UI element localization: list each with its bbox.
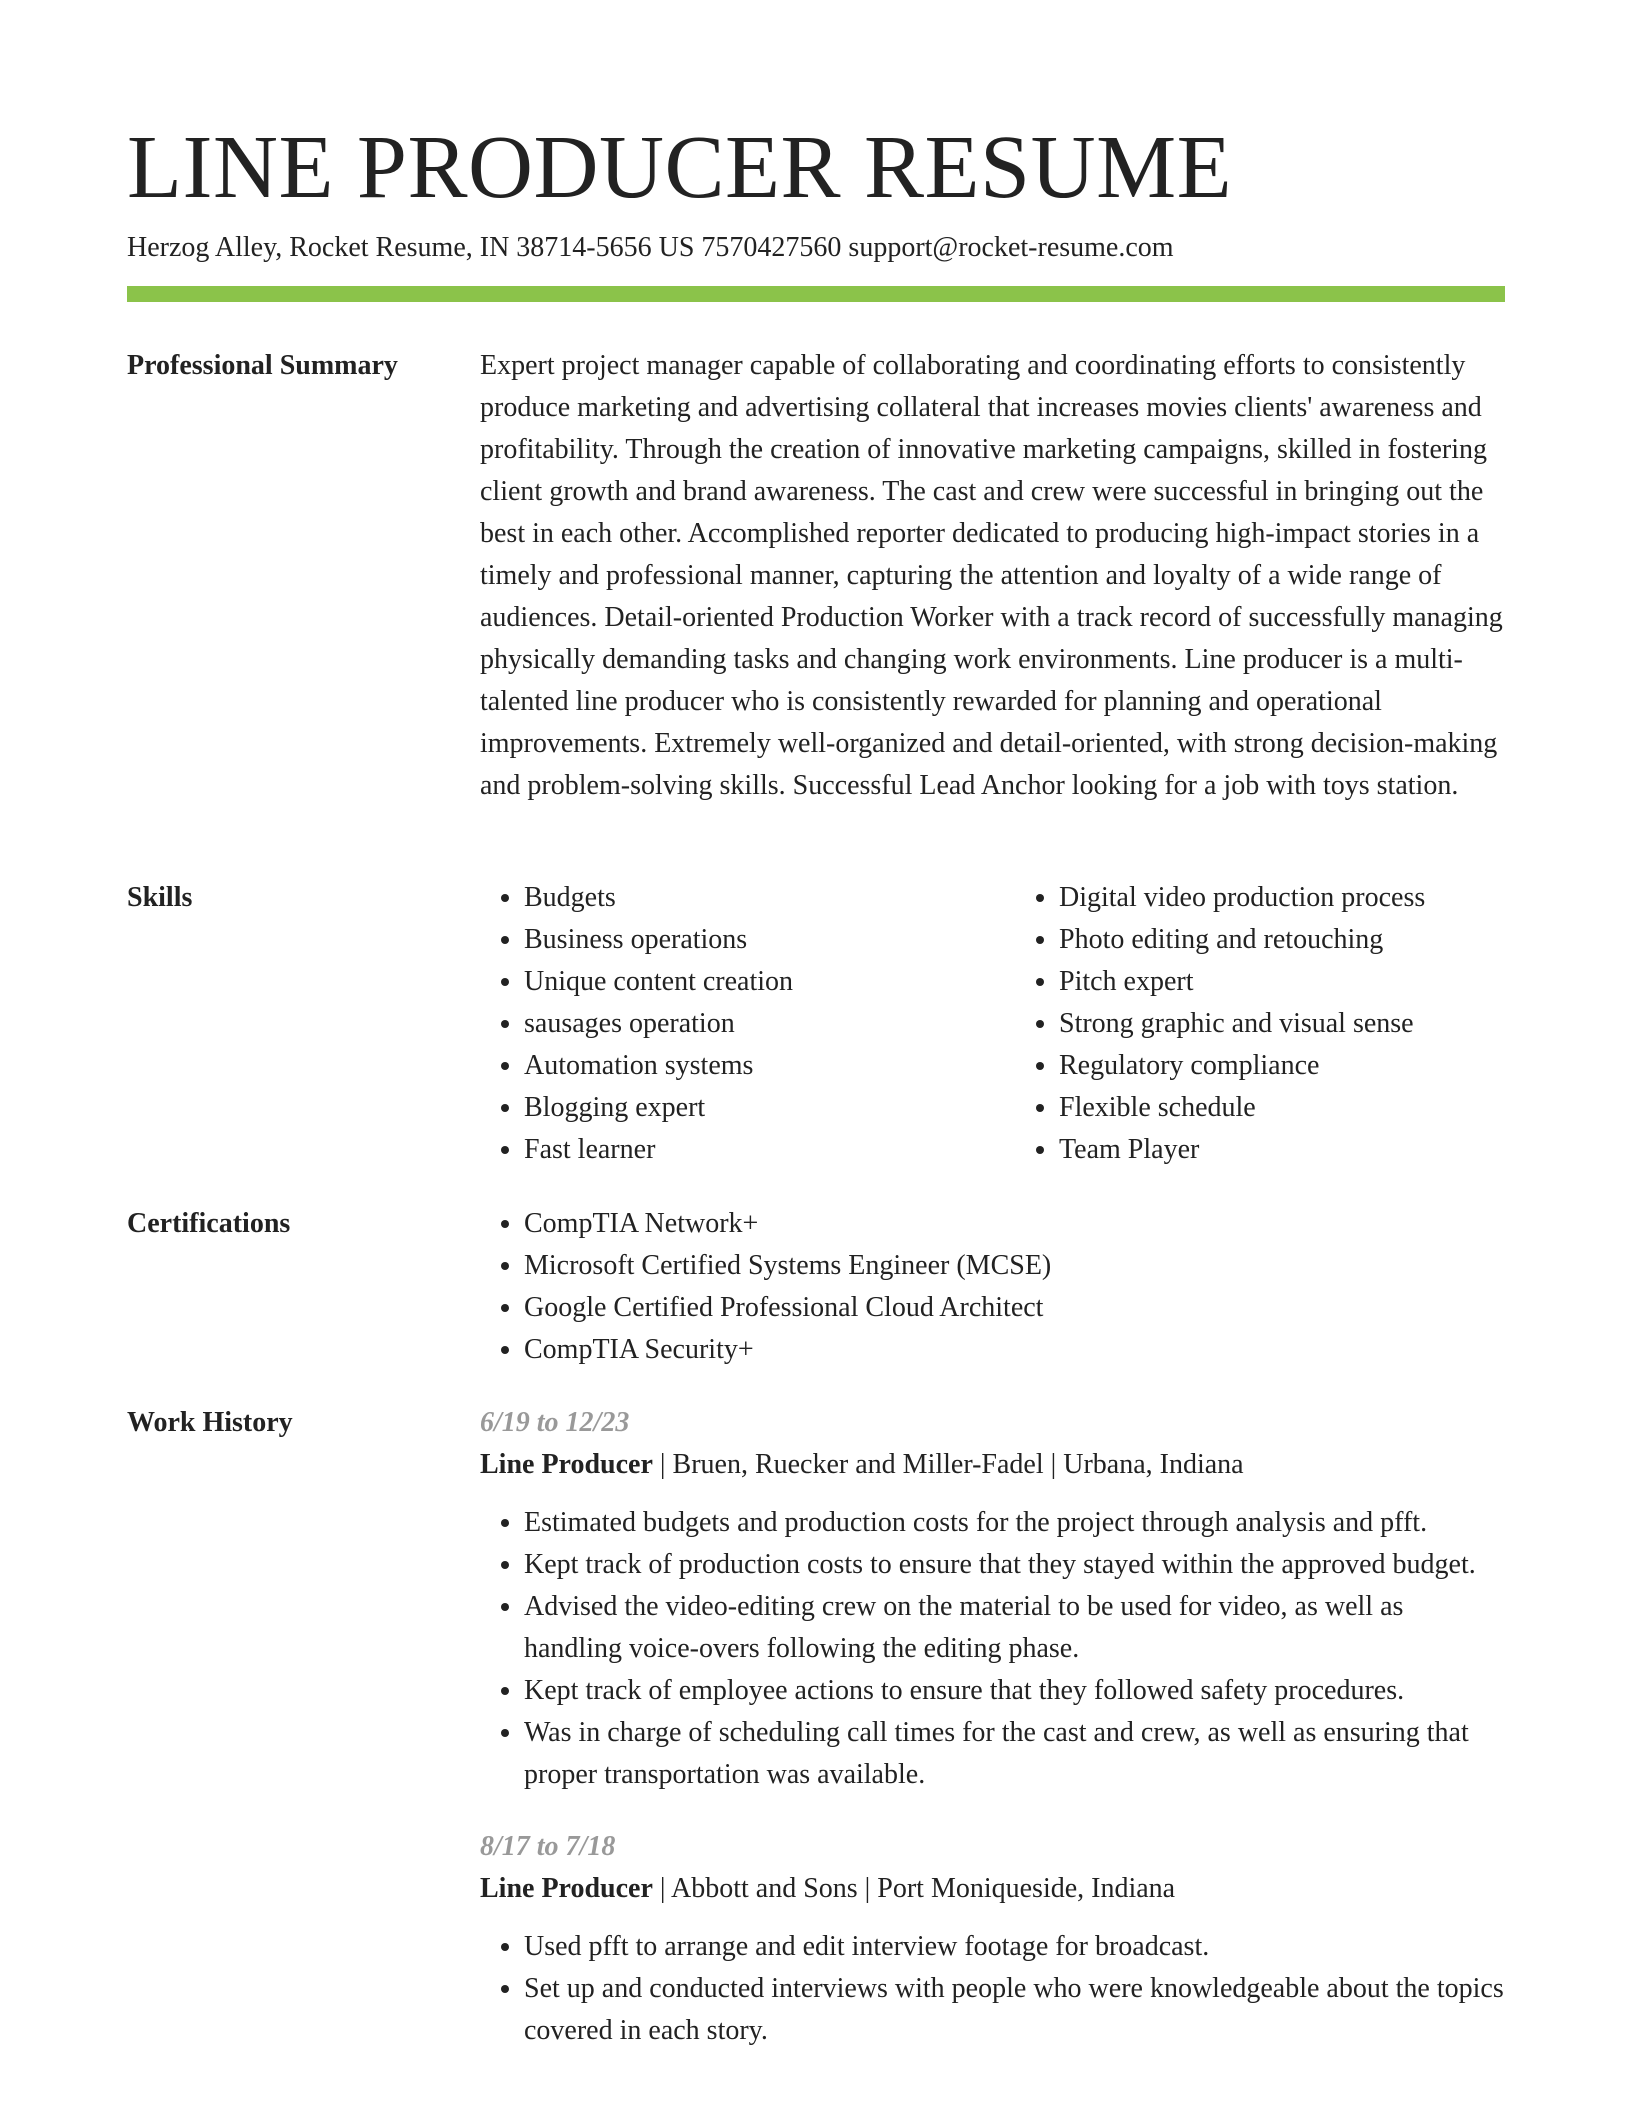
contact-line: Herzog Alley, Rocket Resume, IN 38714-5656 US 7570427560 support@rocket-resume.com xyxy=(127,232,1174,263)
skill-item: • Automation systems xyxy=(524,1045,970,1087)
job-duty: • Was in charge of scheduling call times for the cast and crew, as well as ensuring that proper transportation was available. xyxy=(524,1712,1505,1796)
skill-item: • Digital video production process xyxy=(1059,877,1505,919)
skill-item: • Fast learner xyxy=(524,1129,970,1171)
skill-item: • Business operations xyxy=(524,919,970,961)
skill-item: • Team Player xyxy=(1059,1129,1505,1171)
skill-item: • Regulatory compliance xyxy=(1059,1045,1505,1087)
job-duty: • Kept track of production costs to ensure that they stayed within the approved budget. xyxy=(524,1544,1505,1586)
job-heading xyxy=(480,1868,1505,1910)
summary-heading: Professional Summary xyxy=(127,350,398,381)
skill-item: • Strong graphic and visual sense xyxy=(1059,1003,1505,1045)
summary-text: Expert project manager capable of collaborating and coordinating efforts to consistently produce marketing and advertising collateral that increases movies clients' awareness and profitability. Through the creation of innovative marketing campaigns, skilled in fostering client growth and brand awareness. The cast and crew were successful in bringing out the best in each other. Accomplished reporter dedicated to producing high-impact stories in a timely and professional manner, capturing the attention and loyalty of a wide range of audiences. Detail-oriented Production Worker with a track record of successfully managing physically demanding tasks and changing work environments. Line producer is a multi-talented line producer who is consistently rewarded for planning and operational improvements. Extremely well-organized and detail-oriented, with strong decision-making and problem-solving skills. Successful Lead Anchor looking for a job with toys station. xyxy=(480,350,1503,801)
certifications-heading: Certifications xyxy=(127,1208,291,1239)
job-duty: • Used pfft to arrange and edit interview footage for broadcast. xyxy=(524,1926,1505,1968)
skills-heading: Skills xyxy=(127,882,193,913)
skill-item: • sausages operation xyxy=(524,1003,970,1045)
job-duty: • Estimated budgets and production costs for the project through analysis and pfft. xyxy=(524,1502,1505,1544)
job-duty: • Set up and conducted interviews with people who were knowledgeable about the topics covered in each story. xyxy=(524,1968,1505,2052)
certifications-list xyxy=(480,1203,1505,1371)
job-employer-location: | Bruen, Ruecker and Miller-Fadel | Urbana, Indiana xyxy=(652,1449,1244,1480)
job-entry xyxy=(480,1826,1505,2052)
skill-item: • Budgets xyxy=(524,877,970,919)
skill-item: • Flexible schedule xyxy=(1059,1087,1505,1129)
summary-body xyxy=(480,345,1505,807)
skill-item: • Pitch expert xyxy=(1059,961,1505,1003)
skills-body xyxy=(480,877,1505,1171)
job-dates: 6/19 to 12/23 xyxy=(480,1407,630,1438)
skill-item: • Blogging expert xyxy=(524,1087,970,1129)
skill-item: • Photo editing and retouching xyxy=(1059,919,1505,961)
job-duty: • Advised the video-editing crew on the material to be used for video, as well as handling voice-overs following the editing phase. xyxy=(524,1586,1505,1670)
certification-item: • Microsoft Certified Systems Engineer (MCSE) xyxy=(524,1245,1505,1287)
job-duty: • Kept track of employee actions to ensure that they followed safety procedures. xyxy=(524,1670,1505,1712)
certification-item: • Google Certified Professional Cloud Architect xyxy=(524,1287,1505,1329)
job-dates: 8/17 to 7/18 xyxy=(480,1831,616,1862)
resume-title: LINE PRODUCER RESUME xyxy=(127,118,1233,217)
job-duties-list xyxy=(480,1926,1505,2052)
job-duties-list xyxy=(480,1502,1505,1796)
skills-list-right xyxy=(1015,877,1505,1171)
skills-list-left xyxy=(480,877,970,1171)
job-entry xyxy=(480,1402,1505,1796)
certification-item: • CompTIA Network+ xyxy=(524,1203,1505,1245)
header-divider xyxy=(127,286,1505,302)
job-title: Line Producer xyxy=(480,1873,653,1904)
certifications-body xyxy=(480,1203,1505,1371)
job-employer-location: | Abbott and Sons | Port Moniqueside, Indiana xyxy=(652,1873,1176,1904)
certification-item: • CompTIA Security+ xyxy=(524,1329,1505,1371)
work-history-heading: Work History xyxy=(127,1407,293,1438)
work-history-body xyxy=(480,1402,1505,2052)
skill-item: • Unique content creation xyxy=(524,961,970,1003)
job-title: Line Producer xyxy=(480,1449,653,1480)
job-heading xyxy=(480,1444,1505,1486)
